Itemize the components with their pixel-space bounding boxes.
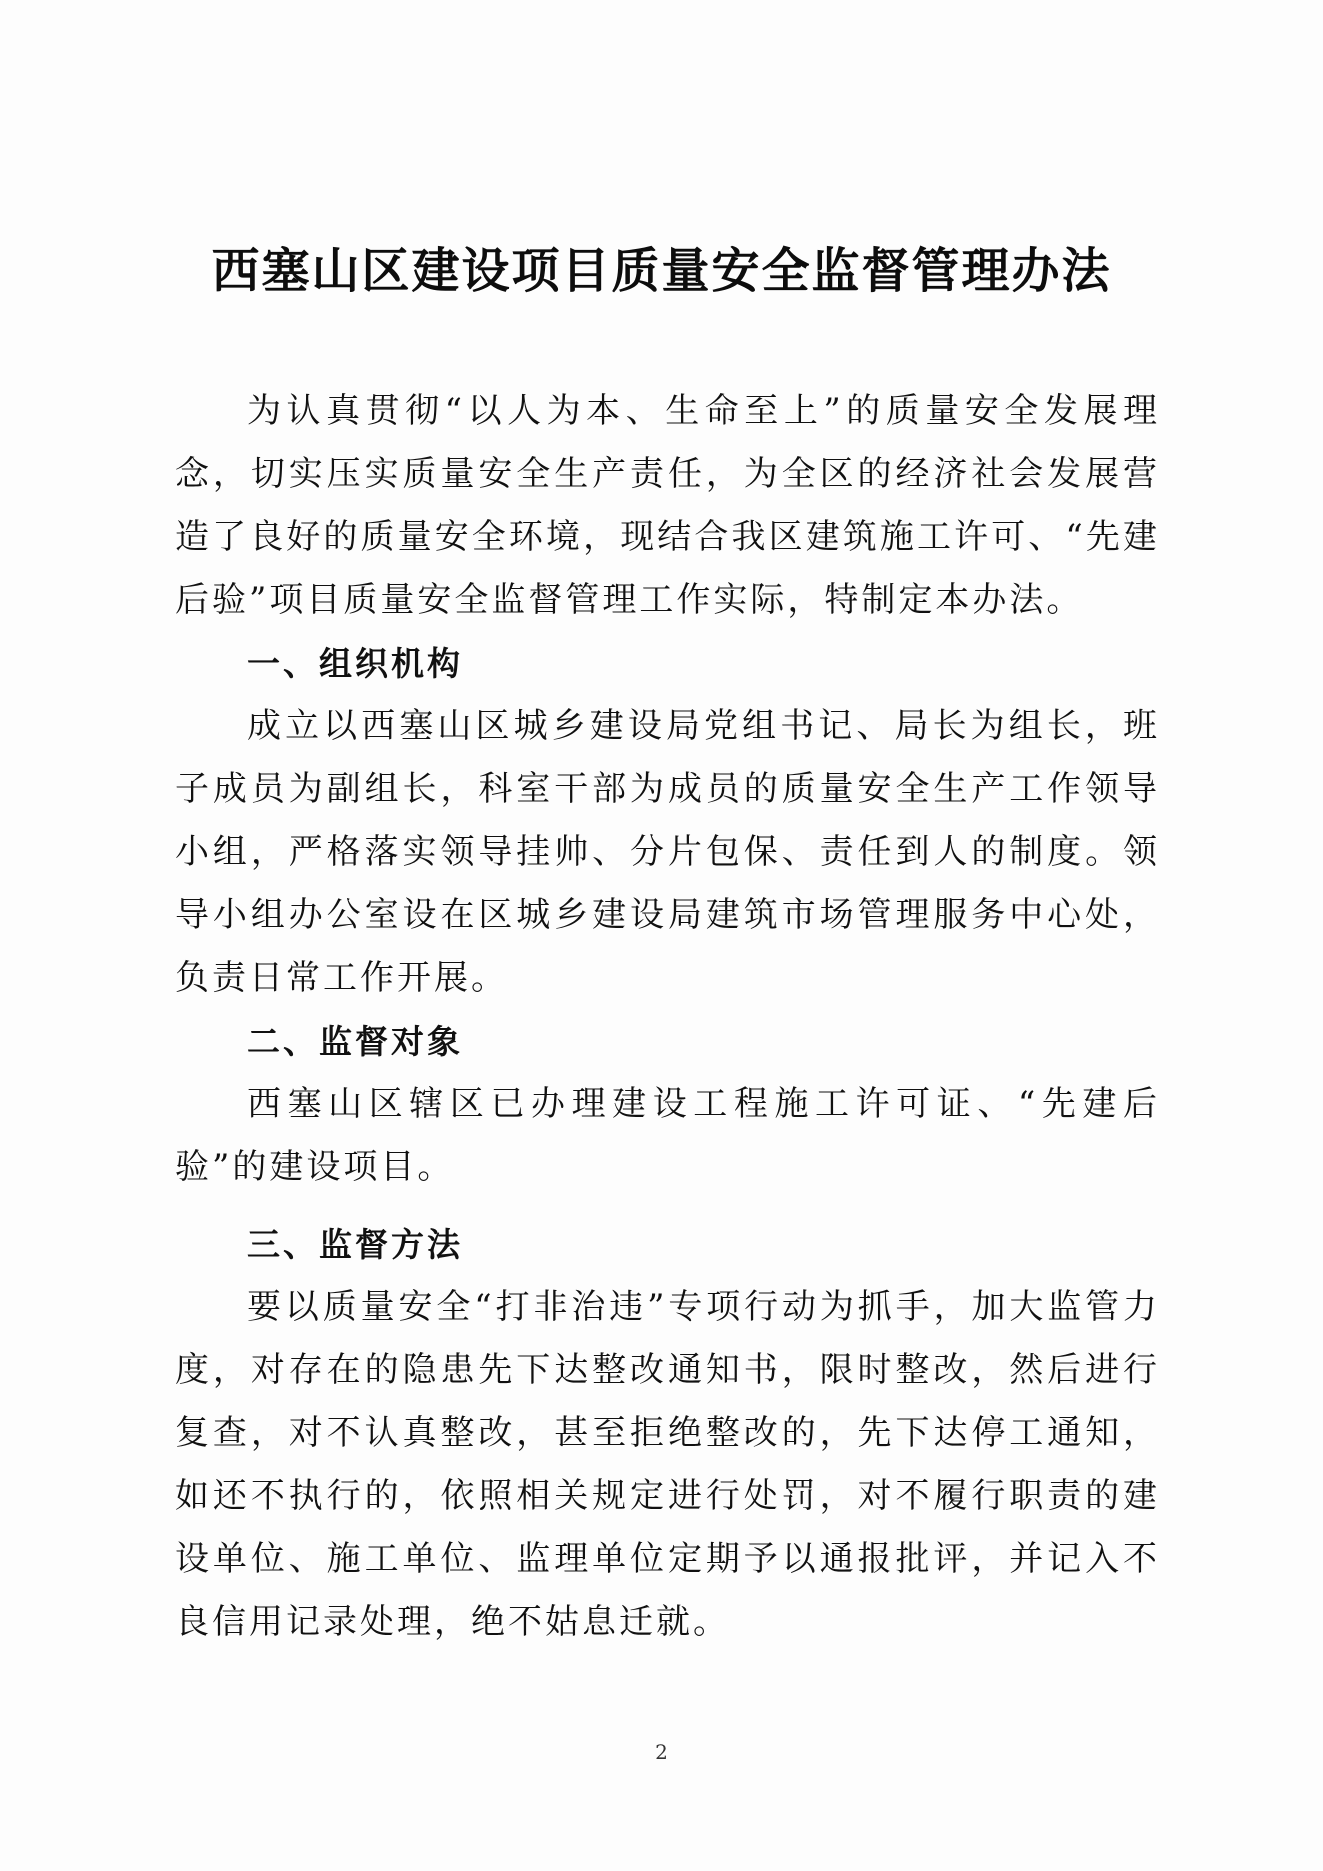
document-title: 西塞山区建设项目质量安全监督管理办法 [211, 243, 1112, 299]
page-number: 2 [655, 1740, 668, 1764]
section-2-heading: 二、监督对象 [247, 1022, 463, 1061]
section-3-body: 要以质量安全“打非治违”专项行动为抓手，加大监管力度，对存在的隐患先下达整改通知书，限时整改，然后进行复查，对不认真整改，甚至拒绝整改的，先下达停工通知，如还不执行的，依照相关规定进行处罚，对不履行职责的建设单位、施工单位、监理单位定期予以通报批评，并记入不良信用记录处理，绝不姑息迁就。 [175, 1287, 1160, 1642]
section-3-heading: 三、监督方法 [247, 1225, 463, 1264]
section-2-body: 西塞山区辖区已办理建设工程施工许可证、“先建后验”的建设项目。 [175, 1084, 1160, 1187]
section-1-body: 成立以西塞山区城乡建设局党组书记、局长为组长，班子成员为副组长，科室干部为成员的质量安全生产工作领导小组，严格落实领导挂帅、分片包保、责任到人的制度。领导小组办公室设在区城乡建设局建筑市场管理服务中心处，负责日常工作开展。 [175, 706, 1160, 998]
document-body [175, 380, 1160, 1654]
section-1-heading: 一、组织机构 [247, 644, 463, 683]
intro-paragraph: 为认真贯彻“以人为本、生命至上”的质量安全发展理念，切实压实质量安全生产责任，为全区的经济社会发展营造了良好的质量安全环境，现结合我区建筑施工许可、“先建后验”项目质量安全监督管理工作实际，特制定本办法。 [175, 391, 1160, 620]
